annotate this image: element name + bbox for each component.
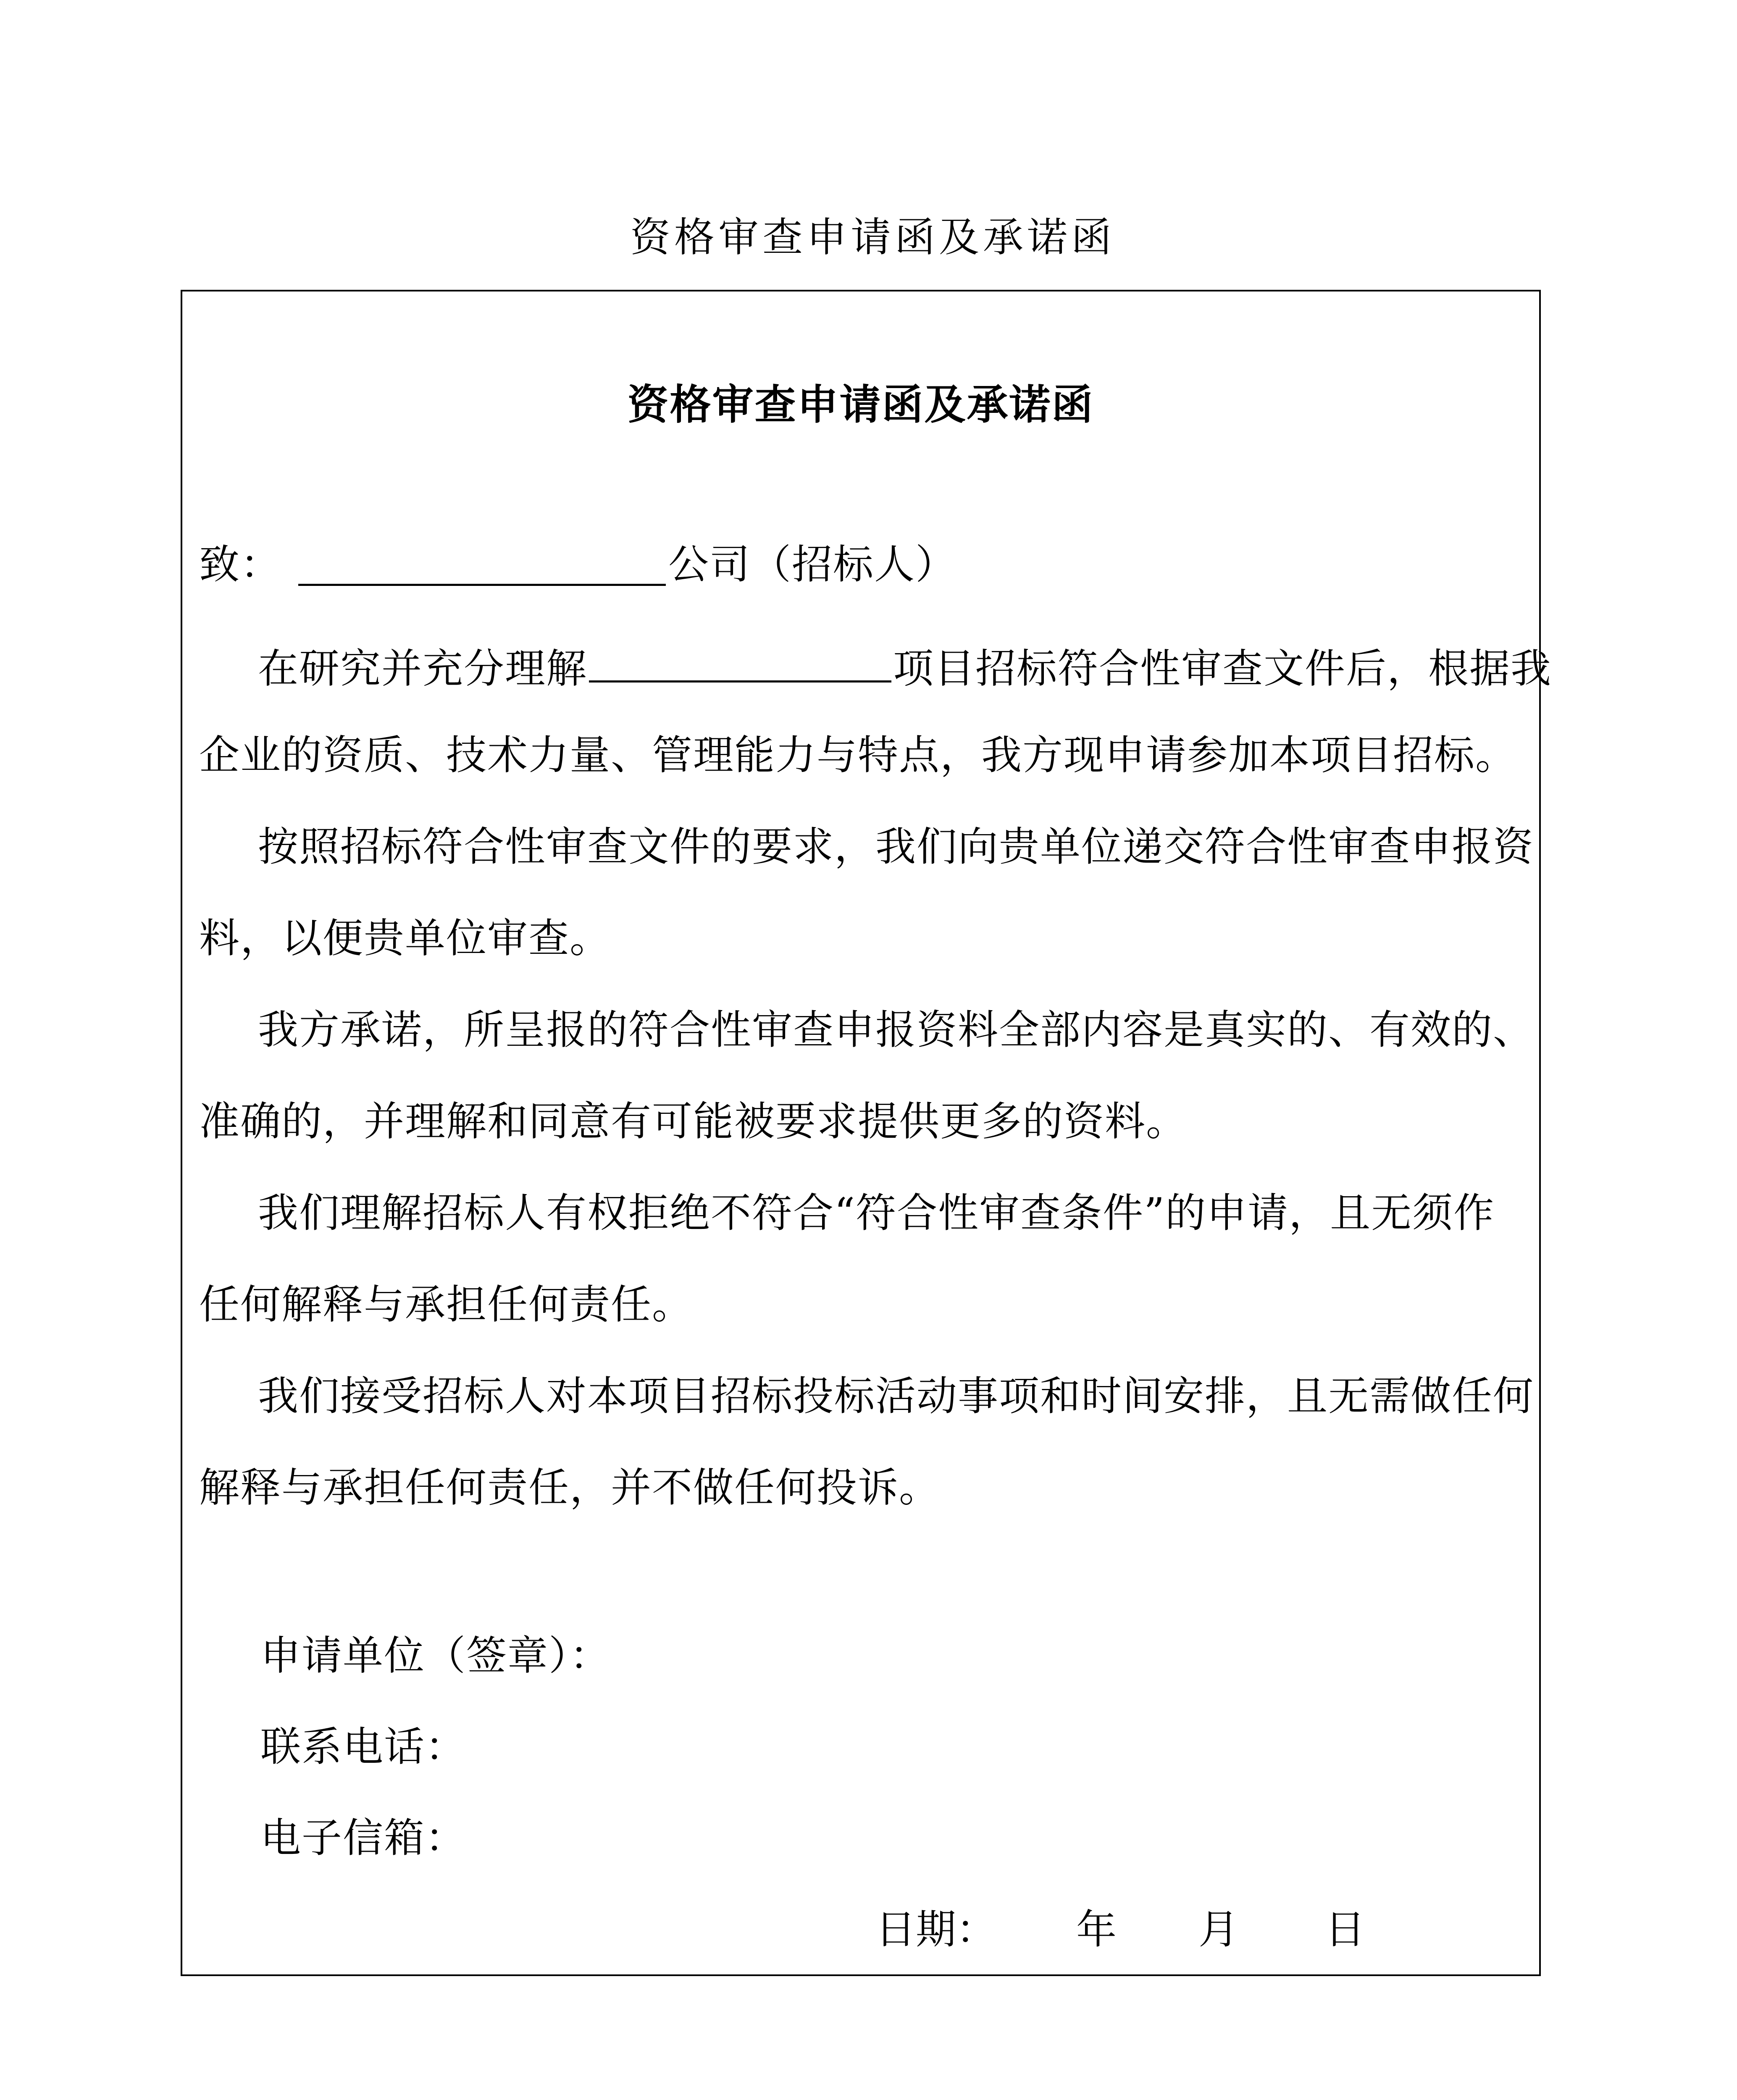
date-label: 日期：	[875, 1906, 996, 1953]
application-letter-box	[181, 290, 1552, 1976]
paragraph-2-line-1: 按照招标符合性审查文件的要求，我们向贵单位递交符合性审查申报资	[258, 823, 1534, 870]
paragraph-1-line-1	[258, 638, 1552, 692]
paragraph-3-line-1: 我方承诺，所呈报的符合性审查申报资料全部内容是真实的、有效的、	[258, 1006, 1534, 1053]
addressee-suffix: 公司（招标人）	[668, 541, 957, 588]
applicant-seal-row	[260, 1630, 611, 1681]
email-row	[260, 1813, 466, 1863]
date-year-unit: 年	[1076, 1906, 1117, 1953]
date-day-unit: 日	[1325, 1906, 1365, 1953]
paragraph-5-line-1: 我们接受招标人对本项目招标投标活动事项和时间安排，且无需做任何	[258, 1373, 1534, 1420]
page-title: 资格审查申请函及承诺函	[630, 214, 1115, 261]
paragraph-5-line-2: 解释与承担任何责任，并不做任何投诉。	[199, 1464, 940, 1511]
paragraph-1-text-after: 项目招标符合性审查文件后，根据我	[893, 645, 1552, 692]
addressee-prefix: 致：	[199, 541, 281, 588]
addressee-line	[199, 539, 957, 590]
contact-phone-row	[260, 1722, 466, 1772]
project-name-field[interactable]	[589, 638, 891, 682]
paragraph-1-text-before: 在研究并充分理解	[258, 645, 587, 692]
paragraph-1-line-2: 企业的资质、技术力量、管理能力与特点，我方现申请参加本项目招标。	[199, 732, 1516, 779]
tenderer-name-field[interactable]	[298, 542, 666, 586]
applicant-seal-label: 申请单位（签章）：	[260, 1632, 611, 1679]
date-row	[875, 1904, 1365, 1955]
paragraph-4-line-2: 任何解释与承担任何责任。	[199, 1281, 693, 1328]
paragraph-3-line-2: 准确的，并理解和同意有可能被要求提供更多的资料。	[199, 1098, 1187, 1145]
letter-title: 资格审查申请函及承诺函	[627, 381, 1094, 429]
date-month-unit: 月	[1198, 1906, 1239, 1953]
email-label: 电子信箱：	[260, 1814, 466, 1861]
paragraph-4-line-1: 我们理解招标人有权拒绝不符合“符合性审查条件”的申请，且无须作	[258, 1189, 1495, 1236]
contact-phone-label: 联系电话：	[260, 1723, 466, 1770]
paragraph-2-line-2: 料，以便贵单位审查。	[199, 915, 611, 962]
